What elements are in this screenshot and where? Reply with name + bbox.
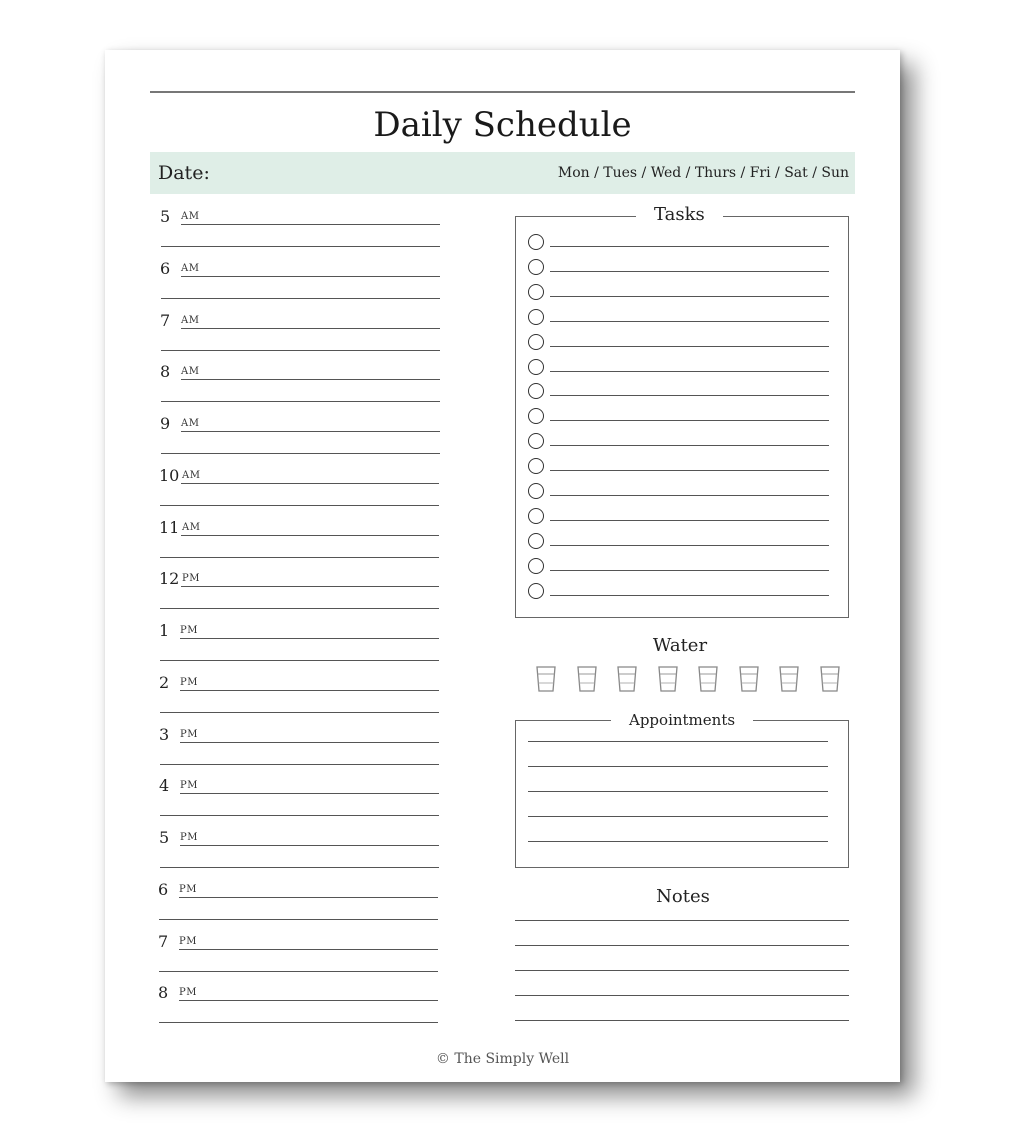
hour-write-line[interactable] <box>181 379 440 380</box>
hour-row <box>159 828 459 880</box>
planner-page <box>105 50 900 1082</box>
half-hour-write-line[interactable] <box>161 453 440 454</box>
hour-period: AM <box>181 418 200 429</box>
tasks-title: Tasks <box>636 204 723 225</box>
hour-row <box>159 673 459 725</box>
hour-write-line[interactable] <box>180 742 439 743</box>
hour-number: 9 <box>160 414 171 433</box>
circle-checkbox-icon[interactable] <box>528 408 544 424</box>
tasks-box <box>515 204 849 618</box>
circle-checkbox-icon[interactable] <box>528 433 544 449</box>
half-hour-write-line[interactable] <box>160 660 439 661</box>
top-divider <box>150 91 855 93</box>
hour-period: AM <box>181 366 200 377</box>
appointment-write-line[interactable] <box>528 791 828 792</box>
circle-checkbox-icon[interactable] <box>528 558 544 574</box>
half-hour-write-line[interactable] <box>160 815 439 816</box>
note-write-line[interactable] <box>515 995 849 996</box>
water-glass-icon[interactable] <box>657 665 679 693</box>
task-write-line[interactable] <box>550 371 829 372</box>
hour-number: 10 <box>159 466 180 485</box>
hour-period: PM <box>180 780 198 791</box>
half-hour-write-line[interactable] <box>159 919 438 920</box>
hour-period: PM <box>182 573 200 584</box>
hour-write-line[interactable] <box>181 328 440 329</box>
half-hour-write-line[interactable] <box>160 505 439 506</box>
hour-row <box>158 880 458 932</box>
water-glass-icon[interactable] <box>576 665 598 693</box>
hour-write-line[interactable] <box>181 483 439 484</box>
task-item[interactable] <box>528 581 833 601</box>
note-write-line[interactable] <box>515 945 849 946</box>
half-hour-write-line[interactable] <box>160 608 439 609</box>
hour-row <box>160 414 460 466</box>
task-write-line[interactable] <box>550 395 829 396</box>
task-item[interactable] <box>528 357 833 377</box>
circle-checkbox-icon[interactable] <box>528 508 544 524</box>
half-hour-write-line[interactable] <box>160 867 439 868</box>
hour-period: PM <box>180 625 198 636</box>
water-glass-icon[interactable] <box>819 665 841 693</box>
hour-period: PM <box>179 987 197 998</box>
task-write-line[interactable] <box>550 520 829 521</box>
hour-row <box>158 983 458 1035</box>
hour-number: 8 <box>160 362 171 381</box>
hour-row <box>160 207 460 259</box>
appointments-box <box>515 711 849 868</box>
date-label: Date: <box>158 162 210 184</box>
circle-checkbox-icon[interactable] <box>528 284 544 300</box>
task-item[interactable] <box>528 406 833 426</box>
task-item[interactable] <box>528 381 833 401</box>
circle-checkbox-icon[interactable] <box>528 259 544 275</box>
page-title: Daily Schedule <box>373 105 632 145</box>
weekday-options: Mon / Tues / Wed / Thurs / Fri / Sat / Sun <box>557 165 849 181</box>
water-glass-icon[interactable] <box>616 665 638 693</box>
task-write-line[interactable] <box>550 296 829 297</box>
hour-period: PM <box>180 677 198 688</box>
hour-number: 6 <box>160 259 171 278</box>
task-write-line[interactable] <box>550 346 829 347</box>
hour-number: 3 <box>159 725 170 744</box>
hour-write-line[interactable] <box>180 690 439 691</box>
task-write-line[interactable] <box>550 271 829 272</box>
task-item[interactable] <box>528 332 833 352</box>
half-hour-write-line[interactable] <box>160 764 439 765</box>
circle-checkbox-icon[interactable] <box>528 458 544 474</box>
water-title: Water <box>652 635 708 656</box>
water-glass-icon[interactable] <box>778 665 800 693</box>
hour-row <box>159 518 459 570</box>
hour-row <box>159 776 459 828</box>
hour-period: PM <box>179 936 197 947</box>
task-write-line[interactable] <box>550 246 829 247</box>
note-write-line[interactable] <box>515 920 849 921</box>
hour-period: AM <box>181 315 200 326</box>
hour-period: PM <box>180 832 198 843</box>
circle-checkbox-icon[interactable] <box>528 309 544 325</box>
hour-period: AM <box>182 470 201 481</box>
circle-checkbox-icon[interactable] <box>528 533 544 549</box>
appointments-title: Appointments <box>611 711 753 729</box>
date-bar <box>150 152 855 194</box>
hour-row <box>160 259 460 311</box>
half-hour-write-line[interactable] <box>161 350 440 351</box>
hour-write-line[interactable] <box>181 586 439 587</box>
task-item[interactable] <box>528 506 833 526</box>
hour-period: PM <box>179 884 197 895</box>
circle-checkbox-icon[interactable] <box>528 483 544 499</box>
task-write-line[interactable] <box>550 595 829 596</box>
hour-write-line[interactable] <box>181 431 440 432</box>
note-write-line[interactable] <box>515 1020 849 1021</box>
appointment-write-line[interactable] <box>528 766 828 767</box>
hour-period: AM <box>181 211 200 222</box>
hour-number: 12 <box>159 569 180 588</box>
hour-row <box>159 621 459 673</box>
hour-period: AM <box>182 522 201 533</box>
half-hour-write-line[interactable] <box>161 298 440 299</box>
task-item[interactable] <box>528 282 833 302</box>
notes-title: Notes <box>656 886 710 907</box>
note-write-line[interactable] <box>515 970 849 971</box>
water-glass-icon[interactable] <box>697 665 719 693</box>
hour-number: 5 <box>160 207 171 226</box>
water-glass-icon[interactable] <box>738 665 760 693</box>
hour-number: 4 <box>159 776 170 795</box>
footer-credit: © The Simply Well <box>435 1051 570 1067</box>
circle-checkbox-icon[interactable] <box>528 359 544 375</box>
task-item[interactable] <box>528 531 833 551</box>
hour-write-line[interactable] <box>180 638 439 639</box>
half-hour-write-line[interactable] <box>160 712 439 713</box>
water-glass-icon[interactable] <box>535 665 557 693</box>
half-hour-write-line[interactable] <box>161 401 440 402</box>
hour-number: 7 <box>160 311 171 330</box>
hour-write-line[interactable] <box>180 793 439 794</box>
task-write-line[interactable] <box>550 445 829 446</box>
circle-checkbox-icon[interactable] <box>528 583 544 599</box>
hour-row <box>159 466 459 518</box>
circle-checkbox-icon[interactable] <box>528 334 544 350</box>
task-write-line[interactable] <box>550 570 829 571</box>
half-hour-write-line[interactable] <box>161 246 440 247</box>
task-write-line[interactable] <box>550 321 829 322</box>
hour-write-line[interactable] <box>179 897 438 898</box>
half-hour-write-line[interactable] <box>159 971 438 972</box>
task-item[interactable] <box>528 232 833 252</box>
hour-row <box>160 362 460 414</box>
appointment-write-line[interactable] <box>528 816 828 817</box>
hour-period: PM <box>180 729 198 740</box>
hour-write-line[interactable] <box>179 1000 438 1001</box>
task-write-line[interactable] <box>550 420 829 421</box>
hour-number: 8 <box>158 983 169 1002</box>
hour-number: 1 <box>159 621 170 640</box>
task-item[interactable] <box>528 456 833 476</box>
hour-number: 2 <box>159 673 170 692</box>
hour-row <box>159 569 459 621</box>
circle-checkbox-icon[interactable] <box>528 383 544 399</box>
hour-write-line[interactable] <box>181 535 439 536</box>
task-write-line[interactable] <box>550 470 829 471</box>
half-hour-write-line[interactable] <box>159 1022 438 1023</box>
task-write-line[interactable] <box>550 495 829 496</box>
hour-number: 11 <box>159 518 180 537</box>
appointment-write-line[interactable] <box>528 741 828 742</box>
task-item[interactable] <box>528 307 833 327</box>
hour-row <box>158 932 458 984</box>
hour-write-line[interactable] <box>180 845 439 846</box>
task-item[interactable] <box>528 556 833 576</box>
hour-row <box>159 725 459 777</box>
hour-write-line[interactable] <box>181 224 440 225</box>
task-write-line[interactable] <box>550 545 829 546</box>
circle-checkbox-icon[interactable] <box>528 234 544 250</box>
hour-number: 5 <box>159 828 170 847</box>
appointment-write-line[interactable] <box>528 841 828 842</box>
hour-number: 7 <box>158 932 169 951</box>
task-item[interactable] <box>528 431 833 451</box>
task-item[interactable] <box>528 481 833 501</box>
hour-row <box>160 311 460 363</box>
hour-number: 6 <box>158 880 169 899</box>
hour-period: AM <box>181 263 200 274</box>
hour-write-line[interactable] <box>179 949 438 950</box>
hour-write-line[interactable] <box>181 276 440 277</box>
half-hour-write-line[interactable] <box>160 557 439 558</box>
task-item[interactable] <box>528 257 833 277</box>
